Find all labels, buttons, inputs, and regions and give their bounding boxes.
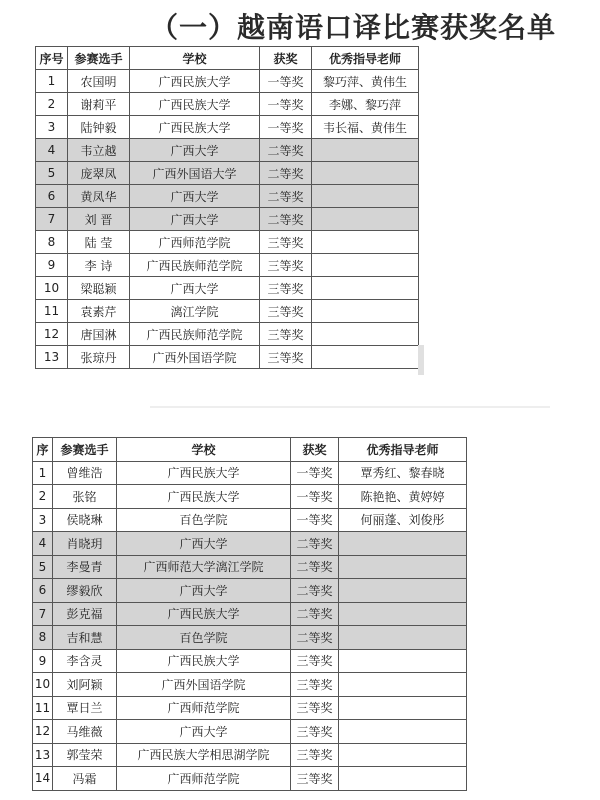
table-row [36,93,419,116]
cell-school: 广西民族大学 [117,485,291,509]
cell-teacher: 覃秀红、黎春晓 [339,461,467,485]
cell-no: 10 [36,277,68,300]
cell-no: 12 [36,323,68,346]
cell-contestant: 缪毅欣 [53,579,117,603]
table-row [36,323,419,346]
cell-no: 13 [33,743,53,767]
table-row [33,720,467,744]
cell-no: 1 [33,461,53,485]
table-row [36,139,419,162]
cell-contestant: 吉和慧 [53,626,117,650]
cell-no: 2 [36,93,68,116]
cell-no: 4 [36,139,68,162]
cell-contestant: 李 诗 [68,254,130,277]
cell-no: 7 [33,602,53,626]
table-row [33,649,467,673]
cell-school: 广西师范学院 [117,696,291,720]
cell-no: 2 [33,485,53,509]
table-row [33,602,467,626]
cell-no: 13 [36,346,68,369]
cell-teacher [339,532,467,556]
cell-award: 三等奖 [291,673,339,697]
cell-contestant: 张铭 [53,485,117,509]
cell-award: 二等奖 [260,139,312,162]
cell-school: 广西外国语大学 [130,162,260,185]
cell-no: 4 [33,532,53,556]
cell-teacher [312,346,419,369]
awards-table-1 [35,46,419,369]
cell-award: 一等奖 [291,461,339,485]
cell-no: 3 [36,116,68,139]
table-header-row [33,438,467,462]
cell-school: 百色学院 [117,626,291,650]
cell-award: 三等奖 [260,231,312,254]
cell-no: 9 [36,254,68,277]
cell-contestant: 农国明 [68,70,130,93]
cell-school: 广西大学 [117,532,291,556]
cell-teacher [339,649,467,673]
cell-school: 广西民族大学 [130,116,260,139]
table-row [36,231,419,254]
cell-contestant: 彭克福 [53,602,117,626]
cell-teacher [339,626,467,650]
cell-teacher [339,696,467,720]
cell-no: 5 [36,162,68,185]
cell-no: 11 [33,696,53,720]
header-contestant: 参赛选手 [68,47,130,70]
cell-award: 一等奖 [260,93,312,116]
cell-school: 广西外国语学院 [117,673,291,697]
cell-teacher: 陈艳艳、黄婷婷 [339,485,467,509]
cell-award: 二等奖 [291,555,339,579]
cell-teacher [312,162,419,185]
cell-no: 11 [36,300,68,323]
table-row [33,673,467,697]
page-title: （一）越南语口译比赛获奖名单 [150,11,557,44]
cell-award: 一等奖 [260,116,312,139]
table-row [36,116,419,139]
header-no: 序号 [36,47,68,70]
table-row [36,346,419,369]
cell-award: 一等奖 [260,70,312,93]
cell-teacher: 黎巧萍、黄伟生 [312,70,419,93]
table-row [33,532,467,556]
cell-school: 广西外国语学院 [130,346,260,369]
table-row [36,162,419,185]
cell-award: 二等奖 [260,162,312,185]
table-row [33,508,467,532]
header-award: 获奖 [260,47,312,70]
cell-contestant: 冯霜 [53,767,117,791]
cell-award: 二等奖 [291,579,339,603]
cell-contestant: 侯晓琳 [53,508,117,532]
header-contestant: 参赛选手 [53,438,117,462]
cell-school: 广西民族大学 [130,93,260,116]
cell-teacher [312,139,419,162]
cell-teacher [339,579,467,603]
cell-school: 广西大学 [117,720,291,744]
table-row [36,254,419,277]
cell-school: 广西民族大学 [117,649,291,673]
table-row [33,696,467,720]
cell-contestant: 庞翠凤 [68,162,130,185]
cell-award: 三等奖 [291,767,339,791]
cell-no: 9 [33,649,53,673]
cell-school: 广西民族师范学院 [130,254,260,277]
cell-no: 12 [33,720,53,744]
cell-contestant: 黄凤华 [68,185,130,208]
cell-award: 三等奖 [260,346,312,369]
cell-contestant: 梁聪颖 [68,277,130,300]
cell-school: 广西民族大学 [130,70,260,93]
cell-no: 6 [33,579,53,603]
cell-school: 广西民族大学相思湖学院 [117,743,291,767]
cell-award: 三等奖 [260,323,312,346]
cell-teacher [339,743,467,767]
cell-contestant: 唐国淋 [68,323,130,346]
cell-award: 三等奖 [291,743,339,767]
cell-award: 二等奖 [291,532,339,556]
table-row [33,743,467,767]
header-school: 学校 [117,438,291,462]
cell-contestant: 陆钟毅 [68,116,130,139]
table-row [33,555,467,579]
cell-school: 广西民族师范学院 [130,323,260,346]
cell-school: 广西师范学院 [130,231,260,254]
cell-teacher: 李娜、黎巧萍 [312,93,419,116]
cell-school: 百色学院 [117,508,291,532]
cell-teacher: 何丽蓬、刘俊彤 [339,508,467,532]
cell-teacher [339,555,467,579]
section-divider [150,406,550,408]
table-row [33,767,467,791]
cell-award: 三等奖 [291,720,339,744]
cell-school: 广西大学 [130,208,260,231]
table-row [33,461,467,485]
cell-award: 二等奖 [291,626,339,650]
cell-school: 广西民族大学 [117,461,291,485]
cell-contestant: 李含灵 [53,649,117,673]
table-row [33,626,467,650]
cell-no: 1 [36,70,68,93]
cell-award: 三等奖 [260,254,312,277]
cell-contestant: 覃日兰 [53,696,117,720]
cell-contestant: 陆 莹 [68,231,130,254]
cell-contestant: 曾维浩 [53,461,117,485]
cell-award: 一等奖 [291,508,339,532]
cell-no: 3 [33,508,53,532]
table-row [36,185,419,208]
cell-no: 5 [33,555,53,579]
cell-no: 8 [33,626,53,650]
cell-school: 广西师范学院 [117,767,291,791]
cell-teacher [312,300,419,323]
cell-no: 6 [36,185,68,208]
cell-contestant: 韦立越 [68,139,130,162]
awards-table-2 [32,437,467,791]
cell-school: 漓江学院 [130,300,260,323]
header-school: 学校 [130,47,260,70]
cell-teacher [339,673,467,697]
cell-teacher [339,602,467,626]
cell-teacher [312,231,419,254]
cell-award: 三等奖 [260,300,312,323]
cell-teacher [312,208,419,231]
cell-award: 二等奖 [260,185,312,208]
cell-contestant: 刘 晋 [68,208,130,231]
cell-award: 三等奖 [291,649,339,673]
header-no: 序 [33,438,53,462]
page-edge-shadow [418,345,424,375]
cell-no: 8 [36,231,68,254]
cell-school: 广西大学 [130,185,260,208]
cell-no: 10 [33,673,53,697]
table-row [33,485,467,509]
cell-teacher [312,277,419,300]
cell-no: 7 [36,208,68,231]
cell-teacher [339,720,467,744]
cell-award: 二等奖 [291,602,339,626]
cell-school: 广西师范大学漓江学院 [117,555,291,579]
cell-award: 二等奖 [260,208,312,231]
header-teacher: 优秀指导老师 [339,438,467,462]
cell-teacher [339,767,467,791]
cell-school: 广西大学 [117,579,291,603]
table-header-row [36,47,419,70]
cell-contestant: 郭莹荣 [53,743,117,767]
table-row [36,300,419,323]
cell-teacher: 韦长福、黄伟生 [312,116,419,139]
cell-contestant: 袁素芹 [68,300,130,323]
cell-teacher [312,254,419,277]
cell-contestant: 马维薇 [53,720,117,744]
cell-teacher [312,185,419,208]
table-row [36,208,419,231]
cell-contestant: 谢莉平 [68,93,130,116]
cell-contestant: 李曼青 [53,555,117,579]
cell-school: 广西大学 [130,277,260,300]
cell-school: 广西大学 [130,139,260,162]
table-row [33,579,467,603]
cell-contestant: 肖晓玥 [53,532,117,556]
header-teacher: 优秀指导老师 [312,47,419,70]
cell-no: 14 [33,767,53,791]
cell-award: 三等奖 [260,277,312,300]
cell-school: 广西民族大学 [117,602,291,626]
table-row [36,277,419,300]
table-row [36,70,419,93]
cell-contestant: 刘阿颖 [53,673,117,697]
header-award: 获奖 [291,438,339,462]
cell-contestant: 张琼丹 [68,346,130,369]
cell-teacher [312,323,419,346]
cell-award: 一等奖 [291,485,339,509]
cell-award: 三等奖 [291,696,339,720]
